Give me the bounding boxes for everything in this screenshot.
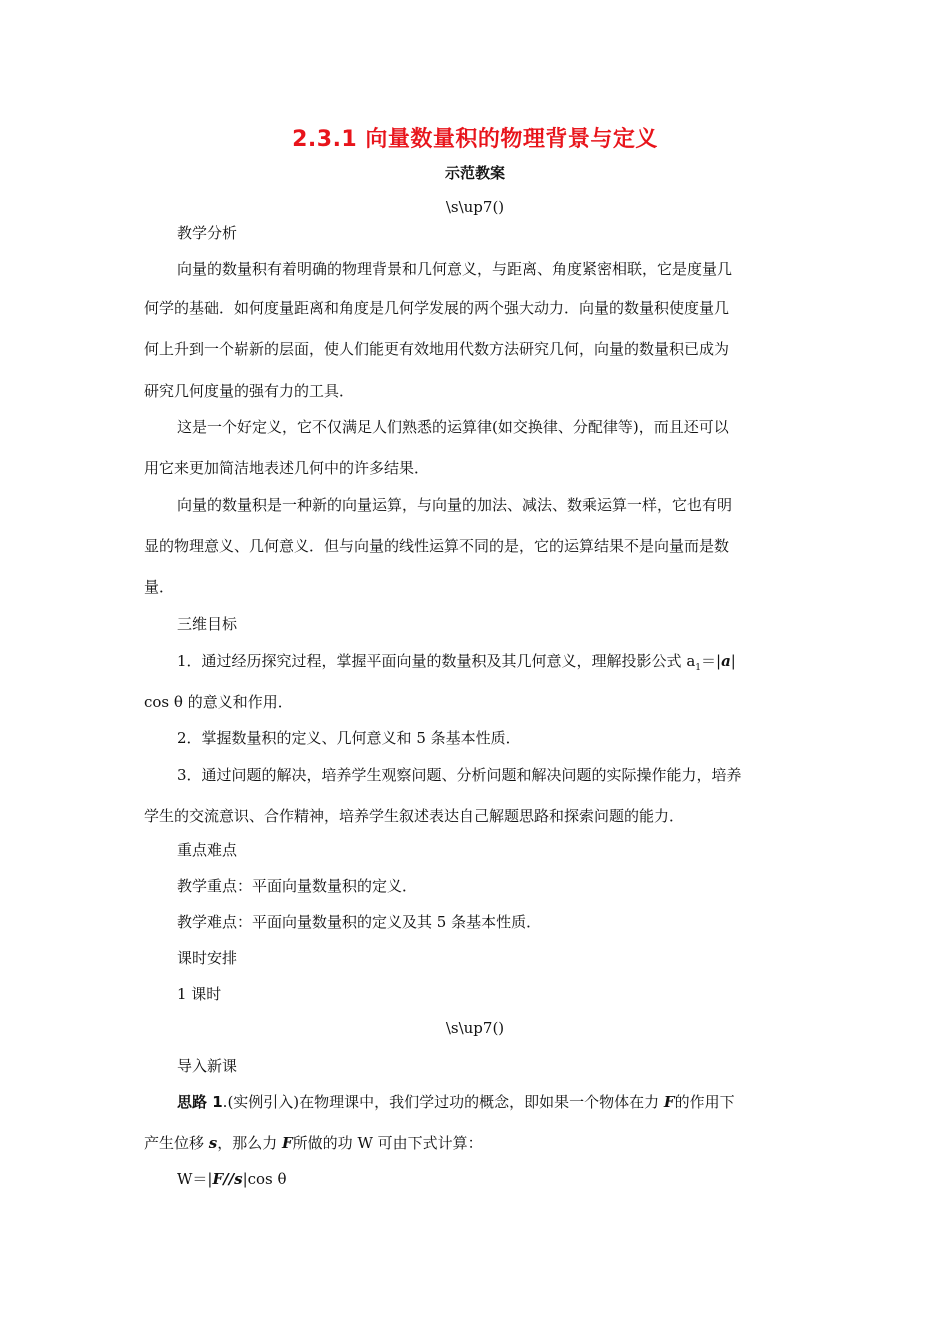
paragraph-line: 向量的数量积是一种新的向量运算，与向量的加法、减法、数乘运算一样，它也有明 — [177, 496, 733, 514]
paragraph-line: 量． — [144, 578, 175, 596]
goals-heading: 三维目标 — [177, 615, 238, 633]
section-marker: \s\up7() — [445, 198, 505, 216]
paragraph-line: 这是一个好定义，它不仅满足人们熟悉的运算律(如交换律、分配律等)，而且还可以 — [177, 418, 729, 436]
schedule-value: 1 课时 — [177, 985, 222, 1003]
key-difficulty: 教学难点：平面向量数量积的定义及其 5 条基本性质． — [177, 913, 542, 931]
goal-2: 2．掌握数量积的定义、几何意义和 5 条基本性质． — [177, 729, 521, 747]
paragraph-line: 用它来更加简洁地表述几何中的许多结果． — [144, 459, 430, 477]
work-formula: W＝|F//s|cos θ — [177, 1170, 287, 1188]
goal-1: 1．通过经历探究过程，掌握平面向量的数量积及其几何意义，理解投影公式 $a_1=|a|$ — [177, 652, 736, 673]
section-marker-2: \s\up7() — [445, 1019, 505, 1037]
document-subtitle: 示范教案 — [444, 164, 505, 182]
goal-3: 3．通过问题的解决，培养学生观察问题、分析问题和解决问题的实际操作能力，培养 — [177, 766, 742, 784]
key-focus: 教学重点：平面向量数量积的定义． — [177, 877, 418, 895]
paragraph-line: 向量的数量积有着明确的物理背景和几何意义，与距离、角度紧密相联，它是度量几 — [177, 260, 733, 278]
schedule-heading: 课时安排 — [177, 949, 238, 967]
idea-1: 思路 1.(实例引入)在物理课中，我们学过功的概念，即如果一个物体在力 F的作用下 — [177, 1093, 735, 1111]
paragraph-line: 何学的基础．如何度量距离和角度是几何学发展的两个强大动力．向量的数量积使度量几 — [144, 299, 730, 317]
paragraph-line: 研究几何度量的强有力的工具． — [144, 382, 355, 400]
idea-1-continued: 产生位移 s，那么力 F所做的功 W 可由下式计算： — [144, 1134, 483, 1152]
paragraph-line: 显的物理意义、几何意义．但与向量的线性运算不同的是，它的运算结果不是向量而是数 — [144, 537, 730, 555]
intro-heading: 导入新课 — [177, 1057, 238, 1075]
goal-3-continued: 学生的交流意识、合作精神，培养学生叙述表达自己解题思路和探索问题的能力． — [144, 807, 685, 825]
paragraph-line: 何上升到一个崭新的层面，使人们能更有效地用代数方法研究几何，向量的数量积已成为 — [144, 340, 730, 358]
goal-1-continued: cos θ 的意义和作用． — [144, 693, 293, 711]
analysis-heading: 教学分析 — [177, 224, 238, 242]
key-heading: 重点难点 — [177, 841, 238, 859]
document-title: 2.3.1 向量数量积的物理背景与定义 — [292, 127, 658, 152]
